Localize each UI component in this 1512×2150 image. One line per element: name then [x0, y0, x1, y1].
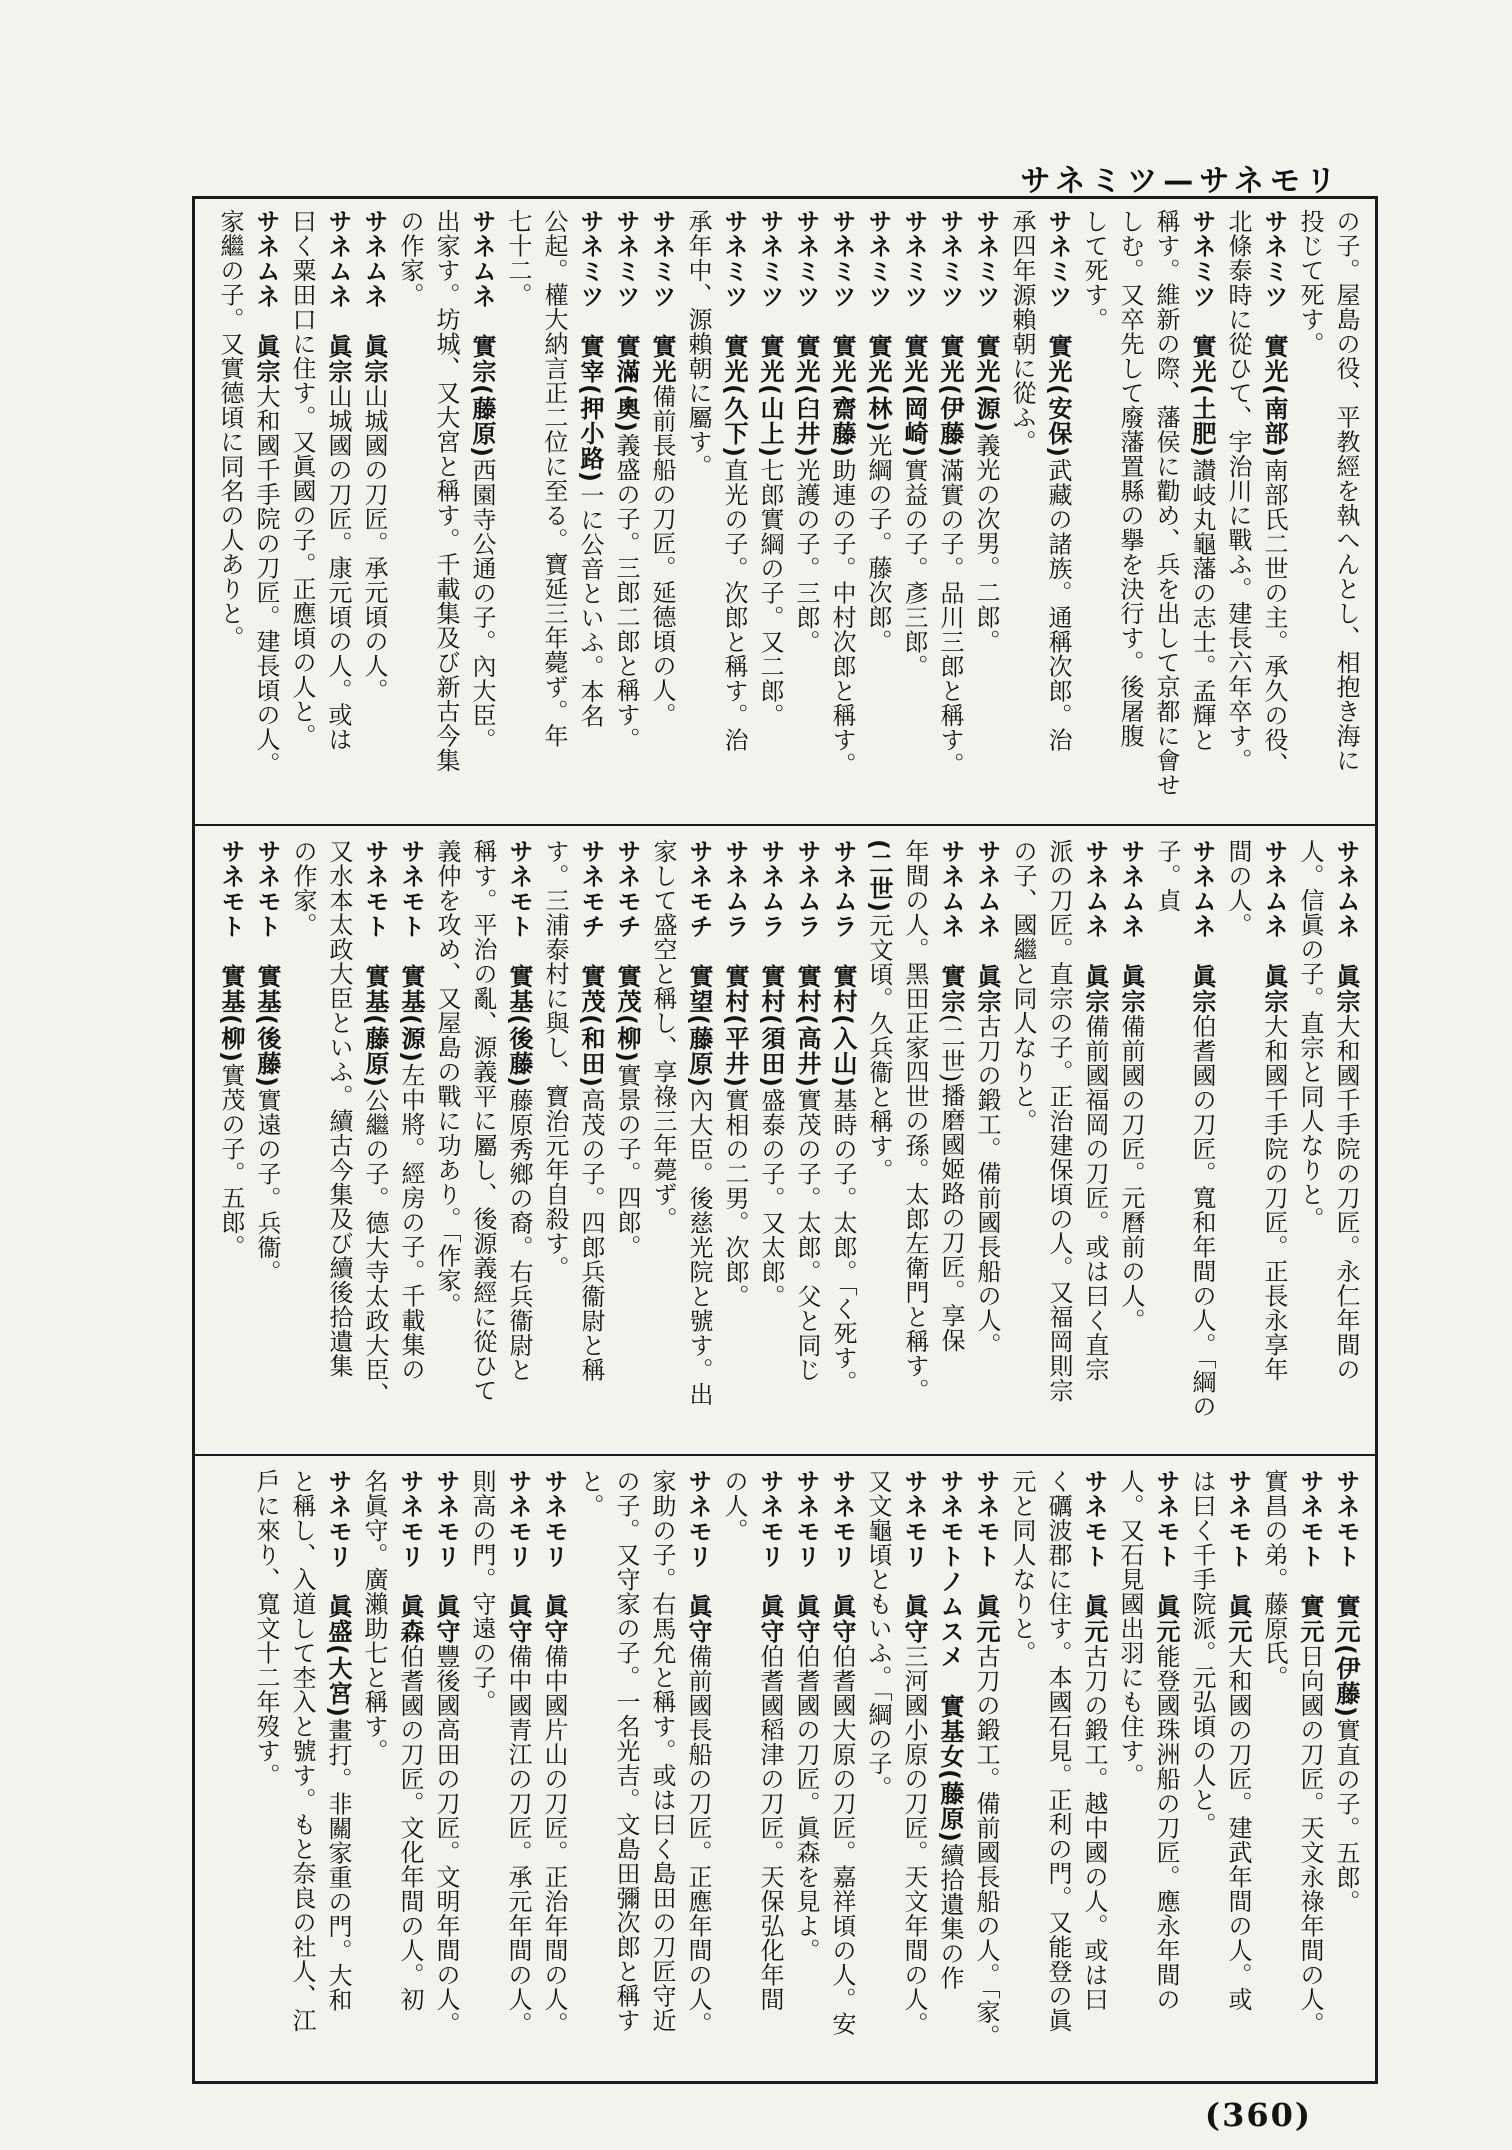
entry-headword: サネモト 實基(後藤): [253, 839, 281, 1088]
text-column: [392, 209, 427, 809]
text-column: [1256, 209, 1291, 809]
entry-text: 公起。權大納言正二位に至る。寶延三年薨ず。年: [540, 209, 568, 748]
text-column: [1076, 1469, 1111, 2069]
text-column: [896, 1469, 931, 2069]
entry-text: 直光の子。次郎と稱す。治: [720, 457, 748, 752]
entry-headword: サネモリ 眞守: [684, 1469, 712, 1644]
text-column: [969, 839, 1004, 1439]
text-column: [1077, 839, 1112, 1439]
text-column: [716, 209, 751, 809]
entry-headword: サネミツ 實光(臼井): [792, 209, 820, 458]
entry-headword: サネモチ 實望(藤原): [685, 839, 713, 1088]
entry-headword: サネミツ 實光: [648, 209, 676, 384]
text-column: [860, 1469, 895, 2069]
entry-text: の作家。: [289, 839, 317, 937]
text-column: [284, 209, 319, 809]
entry-text: 畫打。非關家重の門。大和: [324, 1717, 352, 2012]
entry-text: 西園寺公通の子。內大臣。: [468, 457, 496, 752]
text-column: [1184, 1469, 1219, 2069]
entry-headword: サネムネ 眞宗: [1188, 839, 1216, 1014]
entry-text: 實遠の子。兵衞。: [253, 1087, 281, 1284]
entry-text: は曰く千手院派。元弘頃の人と。: [1188, 1469, 1216, 1837]
text-column: [1184, 209, 1219, 809]
entry-text: 一に公音といふ。本名: [576, 482, 604, 728]
entry-headword: サネモリ 眞守: [756, 1469, 784, 1644]
entry-headword: (二世): [865, 839, 893, 913]
entry-headword: サネミツ 實光(林): [864, 209, 892, 433]
text-column: [572, 209, 607, 809]
text-column: [1328, 839, 1363, 1439]
entry-text: 大和國千手院の刀匠。永仁年間の: [1332, 1014, 1360, 1382]
entry-text: 義光の次男。二郎。: [972, 432, 1000, 654]
text-column: [429, 839, 464, 1439]
entry-headword: サネモリ 眞守: [540, 1469, 568, 1644]
entry-text: 七郎實綱の子。又二郎。: [756, 457, 784, 728]
text-column: [1292, 209, 1327, 809]
text-column: [1005, 839, 1040, 1439]
entry-headword: サネモト 實基(藤原): [361, 839, 389, 1088]
entry-text: 內大臣。後慈光院と號す。出: [685, 1087, 713, 1407]
entry-headword: サネムネ 眞宗: [1332, 839, 1360, 1014]
entry-headword: サネモリ 眞守: [432, 1469, 460, 1644]
entry-text: 滿實の子。品川三郎と稱す。: [936, 457, 964, 777]
text-column: [428, 209, 463, 809]
tier-divider: [195, 824, 1375, 826]
entry-text: 三河國小原の刀匠。天文年間の人。: [900, 1644, 928, 2036]
entry-text: 備前長船の刀匠。延德頃の人。: [648, 384, 676, 727]
entry-text: 續拾遺集の作: [936, 1842, 964, 1990]
entry-text: 北條泰時に從ひて、宇治川に戰ふ。建長六年卒す。: [1224, 209, 1252, 773]
upper-tier: [195, 209, 1375, 809]
entry-headword: サネモリ 眞森: [396, 1469, 424, 1644]
text-column: [681, 839, 716, 1439]
entry-text: 助連の子。中村次郎と稱す。: [828, 457, 856, 777]
entry-text: 投じて死す。: [1296, 209, 1324, 356]
entry-text: 元と同人なりと。: [1008, 1469, 1036, 1665]
tier-divider: [195, 1454, 1375, 1456]
entry-headword: サネミツ 實光(齋藤): [828, 209, 856, 458]
text-column: [464, 1469, 499, 2069]
text-column: [861, 839, 896, 1439]
entry-text: 間の人。: [1224, 839, 1252, 937]
text-column: [752, 1469, 787, 2069]
text-column: [609, 839, 644, 1439]
text-column: [825, 839, 860, 1439]
entry-headword: サネムネ 眞宗: [973, 839, 1001, 1014]
entry-text: 又水本太政大臣といふ。續古今集及び續後拾遺集: [325, 839, 353, 1378]
text-column: [645, 839, 680, 1439]
entry-text: 人。信眞の子。直宗と同人なりと。: [1296, 839, 1324, 1231]
entry-text: の人。: [720, 1469, 748, 1543]
entry-headword: サネミツ 實滿(奧): [612, 209, 640, 433]
text-column: [932, 1469, 967, 2069]
entry-headword: サネミツ 實光(山上): [756, 209, 784, 458]
entry-text: 古刀の鍛工。備前國長船の人。: [973, 1014, 1001, 1357]
entry-headword: サネモト 實基(源): [397, 839, 425, 1063]
text-column: [716, 1469, 751, 2069]
entry-text: 武藏の諸族。通稱次郎。治: [1044, 457, 1072, 752]
entry-text: 實昌の弟。藤原氏。: [1260, 1469, 1288, 1690]
text-column: [788, 1469, 823, 2069]
text-column: [717, 839, 752, 1439]
text-column: [1113, 839, 1148, 1439]
entry-headword: サネモト 眞元: [1080, 1469, 1108, 1644]
text-column: [573, 839, 608, 1439]
entry-headword: サネモト 眞元: [1152, 1469, 1180, 1644]
text-column: [1148, 1469, 1183, 2069]
entry-text: 則高の門。守遠の子。: [468, 1469, 496, 1714]
entry-headword: サネモリ 眞守: [504, 1469, 532, 1644]
text-column: [1112, 1469, 1147, 2069]
entry-text: く礪波郡に住す。本國石見。正利の門。又能登の眞: [1044, 1469, 1072, 2033]
text-column: [752, 209, 787, 809]
entry-text: 家繼の子。又實德頃に同名の人ありと。: [216, 209, 244, 650]
entry-text: 家して盛空と稱し、享祿三年薨ず。: [649, 839, 677, 1231]
text-column: [320, 1469, 355, 2069]
entry-text: 名眞守。廣瀨助七と稱す。: [360, 1469, 388, 1763]
entry-text: 年間の人。黑田正家四世の孫。太郎左衛門と稱す。: [901, 839, 929, 1403]
entry-text: 古刀の鍛工。越中國の人。或は曰: [1080, 1644, 1108, 2012]
entry-text: しむ。又卒先して廢藩置縣の擧を決行す。後屠腹: [1116, 209, 1144, 748]
text-column: [1292, 1469, 1327, 2069]
entry-text: 基時の子。太郎。「く死す。: [829, 1087, 857, 1395]
text-column: [500, 209, 535, 809]
entry-headword: サネモチ 實茂(和田): [577, 839, 605, 1088]
text-column: [1112, 209, 1147, 809]
text-column: [248, 1469, 283, 2069]
text-column: [465, 839, 500, 1439]
text-column: [1148, 209, 1183, 809]
entry-text: 南部氏二世の主。承久の役、: [1260, 457, 1288, 777]
text-column: [536, 209, 571, 809]
text-column: [1328, 1469, 1363, 2069]
entry-text: 實茂の子。五郎。: [217, 1062, 245, 1259]
text-column: [1292, 839, 1327, 1439]
entry-text: 實相の二男。次郎。: [721, 1087, 749, 1309]
entry-headword: サネムラ 實村(須田): [757, 839, 785, 1088]
entry-headword: サネムネ 眞宗: [1081, 839, 1109, 1014]
text-column: [1220, 839, 1255, 1439]
text-column: [608, 1469, 643, 2069]
entry-headword: サネミツ 實光(南部): [1260, 209, 1288, 458]
entry-headword: サネムラ 實村(高井): [793, 839, 821, 1088]
text-column: [788, 209, 823, 809]
entry-text: 人。又石見國出羽にも住す。: [1116, 1469, 1144, 1788]
entry-text: 伯耆國の刀匠。文化年間の人。初: [396, 1644, 424, 2012]
text-column: [356, 1469, 391, 2069]
text-column: [1004, 1469, 1039, 2069]
entry-headword: サネモチ 實茂(柳): [613, 839, 641, 1063]
entry-text: 稱す。平治の亂、源義平に屬し、後源義經に從ひて: [469, 839, 497, 1403]
entry-text: 大和國千手院の刀匠。建長頃の人。: [252, 384, 280, 776]
text-column: [428, 1469, 463, 2069]
entry-text: 備中國片山の刀匠。正治年間の人。: [540, 1644, 568, 2036]
entry-text: 實益の子。彥三郎。: [900, 457, 928, 679]
text-column: [1040, 209, 1075, 809]
entry-text: 盛泰の子。又太郎。: [757, 1087, 785, 1309]
entry-headword: サネムネ 眞宗: [1117, 839, 1145, 1014]
text-column: [860, 209, 895, 809]
entry-text: す。三浦泰村に與し、寶治元年自殺す。: [541, 839, 569, 1280]
entry-headword: サネムネ 眞宗: [360, 209, 388, 384]
text-column: [356, 209, 391, 809]
entry-headword: サネムネ 實宗(藤原): [468, 209, 496, 458]
entry-headword: サネモト 眞元: [972, 1469, 1000, 1644]
text-column: [500, 1469, 535, 2069]
text-column: [464, 209, 499, 809]
text-column: [824, 1469, 859, 2069]
entry-text: 曰く粟田口に住す。又眞國の子。正應頃の人と。: [288, 209, 316, 748]
entry-text: 實直の子。五郎。: [1332, 1717, 1360, 1914]
entry-text: 又文龜頃ともいふ。「綱の子。: [864, 1469, 892, 1800]
text-column: [536, 1469, 571, 2069]
entry-headword: サネモリ 眞守: [792, 1469, 820, 1644]
text-column: [1220, 1469, 1255, 2069]
text-column: [1004, 209, 1039, 809]
entry-text: 備前國長船の刀匠。正應年間の人。: [684, 1644, 712, 2036]
page-number: (360): [1204, 2096, 1312, 2134]
entry-text: 備前國福岡の刀匠。或は曰く直宗: [1081, 1014, 1109, 1382]
entry-text: 大和國の刀匠。建武年間の人。或: [1224, 1644, 1252, 2012]
text-column: [212, 209, 247, 809]
text-column: [393, 839, 428, 1439]
page-frame: [192, 196, 1378, 2084]
entry-text: の子。又守家の子。一名光吉。文島田彌次郎と稱す: [612, 1469, 640, 2033]
text-column: [932, 209, 967, 809]
text-column: [537, 839, 572, 1439]
text-column: [1328, 209, 1363, 809]
entry-text: 能登國珠洲船の刀匠。應永年間の: [1152, 1644, 1180, 2012]
entry-text: して死す。: [1080, 209, 1108, 332]
entry-text: 大和國千手院の刀匠。正長永享年: [1260, 1014, 1288, 1382]
entry-text: 家助の子。右馬允と稱す。或は曰く島田の刀匠守近: [648, 1469, 676, 2033]
entry-headword: サネムラ 實村(入山): [829, 839, 857, 1088]
entry-headword: サネムネ 眞宗: [324, 209, 352, 384]
text-column: [789, 839, 824, 1439]
text-column: [1220, 209, 1255, 809]
entry-text: 日向國の刀匠。天文永祿年間の人。: [1296, 1644, 1324, 2036]
entry-text: 稱す。維新の際、藩侯に勸め、兵を出して京都に會せ: [1152, 209, 1180, 797]
text-column: [213, 839, 248, 1439]
entry-text: 實景の子。四郎。: [613, 1062, 641, 1259]
text-column: [933, 839, 968, 1439]
text-column: [608, 209, 643, 809]
text-column: [501, 839, 536, 1439]
text-column: [680, 209, 715, 809]
entry-text: 山城國の刀匠。康元頃の人。或は: [324, 384, 352, 752]
text-column: [248, 209, 283, 809]
middle-tier: [195, 839, 1375, 1439]
entry-text: 讃岐丸龜藩の志士。孟輝と: [1188, 457, 1216, 752]
entry-text: 七十二。: [504, 209, 532, 307]
entry-text: の子。屋島の役、平教經を執へんとし、相抱き海に: [1332, 209, 1360, 773]
entry-headword: サネモト 眞元: [1224, 1469, 1252, 1644]
entry-text: 左中將。經房の子。千載集の: [397, 1062, 425, 1382]
entry-text: 義盛の子。三郎二郎と稱す。: [612, 432, 640, 752]
running-head: サネミツ—サネモリ: [1020, 164, 1342, 199]
lower-tier: [195, 1469, 1375, 2069]
text-column: [897, 839, 932, 1439]
text-column: [321, 839, 356, 1439]
text-column: [285, 839, 320, 1439]
entry-text: と稱し、入道して杢入と號す。もと奈良の社人、江: [288, 1469, 316, 2033]
text-column: [1149, 839, 1219, 1439]
text-column: [968, 1469, 1003, 2069]
entry-headword: サネモリ 眞守: [828, 1469, 856, 1644]
entry-headword: サネムネ 眞宗: [1260, 839, 1288, 1014]
entry-text: 光綱の子。藤次郎。: [864, 432, 892, 654]
entry-headword: サネモリ 眞守: [900, 1469, 928, 1644]
text-column: [320, 209, 355, 809]
entry-text: の子、國繼と同人なりと。: [1009, 839, 1037, 1133]
entry-headword: サネモト 實元: [1296, 1469, 1324, 1644]
text-column: [753, 839, 788, 1439]
entry-text: 藤原秀鄉の裔。右兵衞尉と: [505, 1087, 533, 1382]
entry-text: 派の刀匠。直宗の子。正治建保頃の人。又福岡則宗: [1045, 839, 1073, 1403]
text-column: [357, 839, 392, 1439]
entry-headword: サネムネ 實宗: [937, 839, 965, 1014]
entry-headword: サネミツ 實光(岡崎): [900, 209, 928, 458]
entry-text: 承年中、源賴朝に屬す。: [684, 209, 712, 479]
text-column: [644, 209, 679, 809]
entry-headword: サネモト 實基(柳): [217, 839, 245, 1063]
entry-text: 公繼の子。德大寺太政大臣、: [361, 1087, 389, 1407]
text-column: [249, 839, 284, 1439]
text-column: [644, 1469, 679, 2069]
entry-text: 古刀の鍛工。備前國長船の人。「家。: [972, 1644, 1000, 2049]
text-column: [284, 1469, 319, 2069]
entry-text: 山城國の刀匠。承元頃の人。: [360, 384, 388, 703]
entry-headword: サネモトノムスメ 實基女(藤原): [936, 1469, 964, 1843]
entry-text: 光護の子。三郎。: [792, 457, 820, 654]
entry-headword: サネミツ 實光(土肥): [1188, 209, 1216, 458]
text-column: [1040, 1469, 1075, 2069]
entry-text: 元文頃。久兵衞と稱す。: [865, 912, 893, 1183]
entry-text: 實茂の子。太郎。父と同じ: [793, 1087, 821, 1382]
text-column: [680, 1469, 715, 2069]
entry-text: の作家。: [396, 209, 424, 307]
entry-text: と。: [576, 1469, 604, 1518]
entry-headword: サネミツ 實光(久下): [720, 209, 748, 458]
entry-text: 出家す。坊城、又大宮と稱す。千載集及び新古今集: [432, 209, 460, 773]
text-column: [1256, 839, 1291, 1439]
entry-headword: サネモリ 眞盛(大宮): [324, 1469, 352, 1718]
text-column: [824, 209, 859, 809]
entry-text: (二世)播磨國姬路の刀匠。享保: [937, 1014, 965, 1353]
text-column: [392, 1469, 427, 2069]
entry-headword: サネムネ 眞宗: [252, 209, 280, 384]
entry-text: 豐後國高田の刀匠。文明年間の人。: [432, 1644, 460, 2036]
entry-headword: サネミツ 實光(安保): [1044, 209, 1072, 458]
text-column: [1041, 839, 1076, 1439]
entry-text: 戶に來り、寬文十二年歿す。: [252, 1469, 280, 1788]
entry-text: 高茂の子。四郎兵衞尉と稱: [577, 1087, 605, 1382]
entry-text: 義仲を攻め、又屋島の戰に功あり。「作家。: [433, 839, 461, 1317]
entry-headword: サネムラ 實村(平井): [721, 839, 749, 1088]
entry-text: 承四年源賴朝に從ふ。: [1008, 209, 1036, 454]
entry-text: 伯耆國の刀匠。寬和年間の人。「綱の子。貞: [1153, 839, 1216, 1419]
entry-headword: サネモト 實元(伊藤): [1332, 1469, 1360, 1718]
entry-text: 伯耆國大原の刀匠。嘉祥頃の人。安: [828, 1644, 856, 2036]
entry-text: 伯耆國稻津の刀匠。天保弘化年間: [756, 1644, 784, 2012]
entry-headword: サネミツ 實光(伊藤): [936, 209, 964, 458]
entry-text: 備前國の刀匠。元曆前の人。: [1117, 1014, 1145, 1333]
entry-text: 備中國青江の刀匠。承元年間の人。: [504, 1644, 532, 2036]
entry-text: 伯耆國の刀匠。眞森を見よ。: [792, 1644, 820, 1963]
text-column: [1076, 209, 1111, 809]
text-column: [572, 1469, 607, 2069]
text-column: [968, 209, 1003, 809]
entry-headword: サネミツ 實光(源): [972, 209, 1000, 433]
entry-headword: サネミツ 實宰(押小路): [576, 209, 604, 483]
entry-headword: サネモト 實基(後藤): [505, 839, 533, 1088]
text-column: [1256, 1469, 1291, 2069]
text-column: [896, 209, 931, 809]
